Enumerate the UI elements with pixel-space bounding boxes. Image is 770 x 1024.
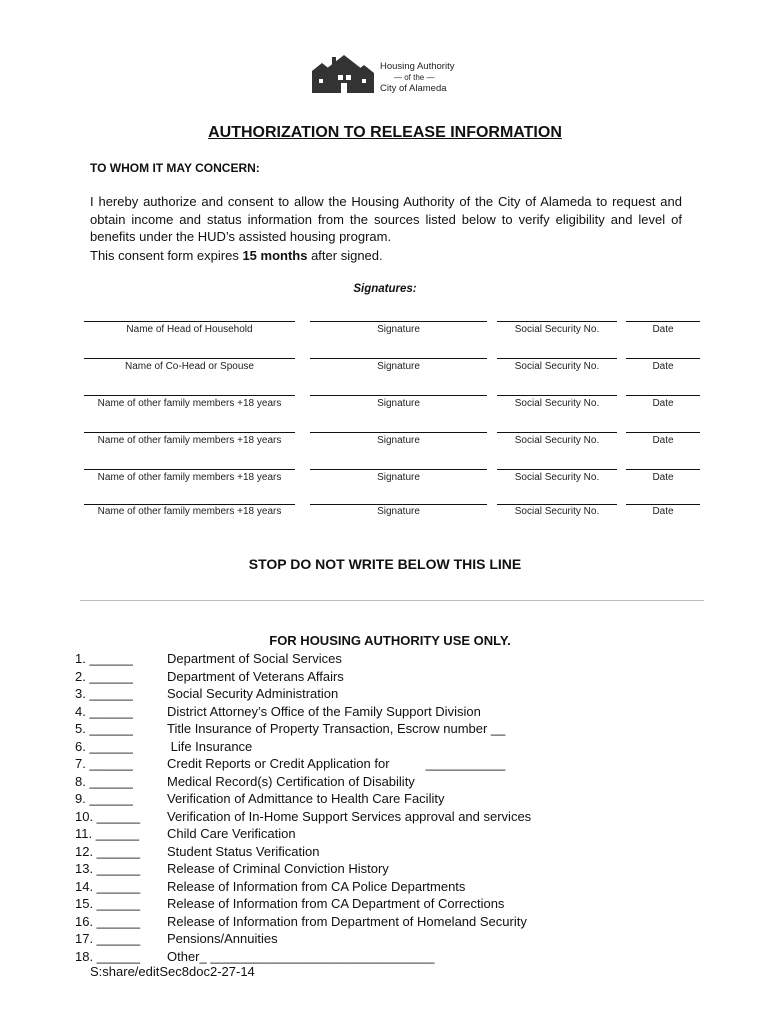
date-field[interactable]: Date <box>626 469 700 484</box>
expires-suffix: after signed. <box>307 248 383 263</box>
item-number-blank[interactable]: 13. ______ <box>75 861 141 876</box>
signature-row-member <box>0 432 770 469</box>
housing-authority-logo <box>310 53 480 97</box>
list-item <box>0 930 770 947</box>
item-description: Pensions/Annuities <box>167 931 278 946</box>
item-description: Department of Veterans Affairs <box>167 668 344 684</box>
item-number-blank[interactable]: 12. ______ <box>75 843 141 859</box>
item-description: Student Status Verification <box>167 843 320 859</box>
name-field[interactable]: Name of other family members +18 years <box>84 395 295 410</box>
signature-row-member <box>0 469 770 506</box>
date-field[interactable]: Date <box>626 321 700 336</box>
list-item <box>0 825 770 842</box>
ssn-field[interactable]: Social Security No. <box>497 469 617 484</box>
expires-prefix: This consent form expires <box>90 248 243 263</box>
item-number-blank[interactable]: 3. ______ <box>75 686 133 701</box>
logo-line-1: Housing Authority <box>380 61 455 72</box>
item-description: Release of Information from CA Department of Corrections <box>167 896 505 911</box>
item-description: Release of Information from Department of Homeland Security <box>167 913 527 929</box>
item-number-blank[interactable]: 8. ______ <box>75 773 133 789</box>
name-field[interactable]: Name of other family members +18 years <box>84 504 295 516</box>
item-description: Life Insurance <box>167 738 253 754</box>
signature-field[interactable]: Signature <box>310 469 487 484</box>
item-description: Other_ _______________________________ <box>167 948 435 964</box>
list-item <box>0 913 770 930</box>
item-description: Title Insurance of Property Transaction, Escrow number __ <box>167 721 506 736</box>
item-number-blank[interactable]: 1. ______ <box>75 651 133 666</box>
list-item <box>0 668 770 685</box>
expires-duration: 15 months <box>242 248 308 263</box>
list-item <box>0 755 770 772</box>
signature-row-member <box>0 395 770 432</box>
houses-icon <box>310 55 376 95</box>
date-field[interactable]: Date <box>626 504 700 516</box>
signature-field[interactable]: Signature <box>310 504 487 516</box>
signature-field[interactable]: Signature <box>310 395 487 410</box>
item-number-blank[interactable]: 16. ______ <box>75 913 141 929</box>
item-description: Social Security Administration <box>167 686 339 701</box>
logo-line-2: — of the — <box>394 73 435 82</box>
salutation: TO WHOM IT MAY CONCERN: <box>90 161 260 175</box>
signature-field[interactable]: Signature <box>310 321 487 336</box>
item-description: Release of Information from CA Police Departments <box>167 878 466 894</box>
list-item <box>0 773 770 790</box>
item-description: District Attorney’s Office of the Family Support Division <box>167 703 481 719</box>
date-field[interactable]: Date <box>626 395 700 410</box>
list-item <box>0 878 770 895</box>
list-item <box>0 860 770 877</box>
list-item <box>0 720 770 737</box>
signature-row-member <box>0 504 770 541</box>
authorization-text: I hereby authorize and consent to allow the Housing Authority of the City of Alameda to request and obtain income and status information from the sources listed below to verify eligibility and level of benefits under the HUD’s assisted housing program. <box>90 194 682 244</box>
item-number-blank[interactable]: 4. ______ <box>75 703 133 719</box>
stop-line-heading: STOP DO NOT WRITE BELOW THIS LINE <box>248 556 522 572</box>
name-field[interactable]: Name of Head of Household <box>84 321 295 336</box>
date-field[interactable]: Date <box>626 432 700 447</box>
date-field[interactable]: Date <box>626 358 700 373</box>
list-item <box>0 650 770 667</box>
name-field[interactable]: Name of other family members +18 years <box>84 469 295 484</box>
ssn-field[interactable]: Social Security No. <box>497 504 617 516</box>
signature-row-cohead <box>0 358 770 395</box>
item-description: Verification of In-Home Support Services approval and services <box>167 808 532 824</box>
list-item <box>0 808 770 825</box>
signature-field[interactable]: Signature <box>310 358 487 373</box>
logo-line-3: City of Alameda <box>380 83 447 94</box>
housing-authority-use-heading: FOR HOUSING AUTHORITY USE ONLY. <box>269 633 511 648</box>
item-number-blank[interactable]: 10. ______ <box>75 808 141 824</box>
ssn-field[interactable]: Social Security No. <box>497 395 617 410</box>
item-number-blank[interactable]: 17. ______ <box>75 931 141 946</box>
document-title: AUTHORIZATION TO RELEASE INFORMATION <box>208 124 562 141</box>
item-description: Department of Social Services <box>167 651 342 666</box>
list-item <box>0 895 770 912</box>
signature-field[interactable]: Signature <box>310 432 487 447</box>
name-field[interactable]: Name of other family members +18 years <box>84 432 295 447</box>
ssn-field[interactable]: Social Security No. <box>497 358 617 373</box>
item-number-blank[interactable]: 14. ______ <box>75 878 141 894</box>
item-description: Verification of Admittance to Health Care Facility <box>167 791 445 806</box>
ssn-field[interactable]: Social Security No. <box>497 321 617 336</box>
item-number-blank[interactable]: 9. ______ <box>75 791 133 806</box>
item-number-blank[interactable]: 15. ______ <box>75 896 141 911</box>
item-description: Release of Criminal Conviction History <box>167 861 389 876</box>
item-description: Medical Record(s) Certification of Disability <box>167 773 415 789</box>
list-item <box>0 790 770 807</box>
item-number-blank[interactable]: 2. ______ <box>75 668 133 684</box>
item-number-blank[interactable]: 7. ______ <box>75 756 133 771</box>
item-number-blank[interactable]: 18. ______ <box>75 948 141 964</box>
authorization-paragraph <box>90 193 682 246</box>
list-item <box>0 738 770 755</box>
ssn-field[interactable]: Social Security No. <box>497 432 617 447</box>
item-number-blank[interactable]: 5. ______ <box>75 721 133 736</box>
divider-line <box>80 600 704 601</box>
name-field[interactable]: Name of Co-Head or Spouse <box>84 358 295 373</box>
item-number-blank[interactable]: 6. ______ <box>75 738 133 754</box>
list-item <box>0 685 770 702</box>
list-item <box>0 703 770 720</box>
document-footer-path: S:share/editSec8doc2-27-14 <box>90 964 255 979</box>
item-number-blank[interactable]: 11. ______ <box>75 826 140 841</box>
expiration-statement <box>90 248 383 263</box>
list-item <box>0 948 770 965</box>
signature-row-head <box>0 321 770 358</box>
signatures-heading: Signatures: <box>353 283 417 295</box>
item-description: Child Care Verification <box>167 826 296 841</box>
item-description: Credit Reports or Credit Application for ___________ <box>167 756 506 771</box>
list-item <box>0 843 770 860</box>
